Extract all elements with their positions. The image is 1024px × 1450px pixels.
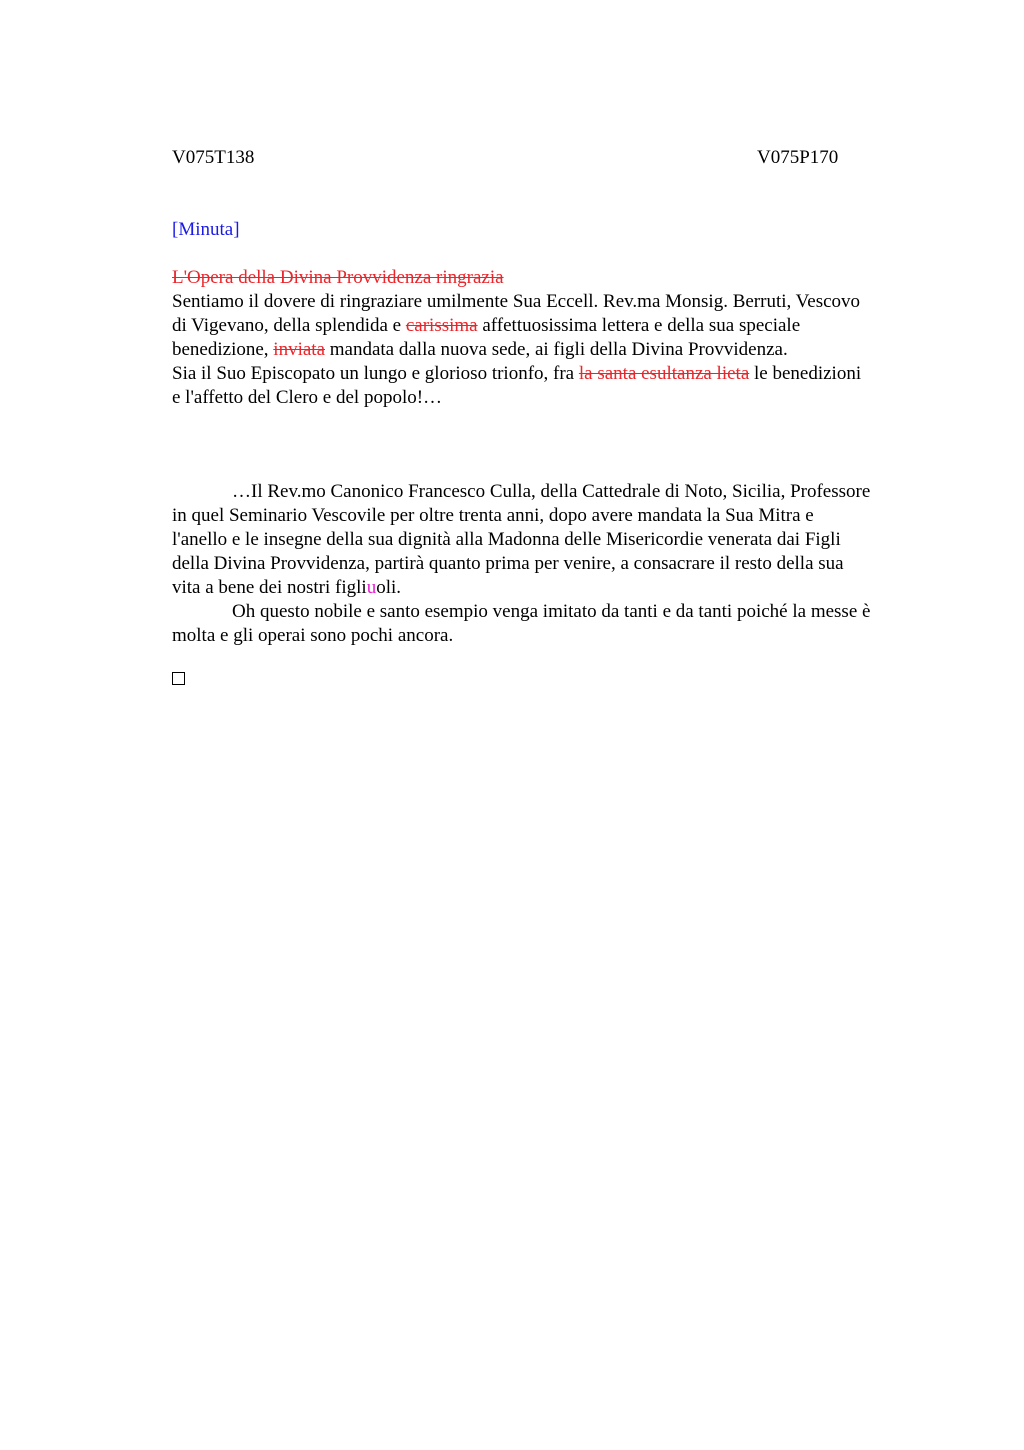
text-line: della Divina Provvidenza, partirà quanto prima per venire, a consacrare il resto della sua <box>172 553 844 574</box>
inserted-letter: u <box>366 577 377 598</box>
document-code-right: V075P170 <box>757 147 839 168</box>
text-line: in quel Seminario Vescovile per oltre trenta anni, dopo avere mandata la Sua Mitra e <box>172 505 814 526</box>
deleted-word: carissima <box>405 315 478 336</box>
minuta-label: [Minuta] <box>172 219 240 240</box>
text-line: l'anello e le insegne della sua dignità alla Madonna delle Misericordie venerata dai Figli <box>172 529 841 550</box>
text-line: di Vigevano, della splendida e carissima affettuosissima lettera e della sua speciale <box>172 315 801 336</box>
deleted-word: inviata <box>273 339 325 360</box>
text-line: Sia il Suo Episcopato un lungo e glorioso trionfo, fra la santa esultanza lieta le benedizioni <box>172 363 862 384</box>
deleted-heading: L'Opera della Divina Provvidenza ringrazia <box>172 267 504 288</box>
text-line: Sentiamo il dovere di ringraziare umilmente Sua Eccell. Rev.ma Monsig. Berruti, Vescovo <box>172 291 861 312</box>
checkbox-square-icon <box>172 672 185 685</box>
text-line: e l'affetto del Clero e del popolo!… <box>172 387 443 408</box>
deleted-phrase: la santa esultanza lieta <box>578 363 750 384</box>
text-line: vita a bene dei nostri figliuoli. <box>172 577 402 598</box>
text-line: …Il Rev.mo Canonico Francesco Culla, della Cattedrale di Noto, Sicilia, Professore <box>232 481 871 502</box>
document-code-left: V075T138 <box>172 147 255 168</box>
text-line: Oh questo nobile e santo esempio venga imitato da tanti e da tanti poiché la messe è <box>232 601 871 622</box>
paragraph-thanks <box>172 266 932 410</box>
paragraph-culla <box>172 480 932 648</box>
text-line: benedizione, inviata mandata dalla nuova sede, ai figli della Divina Provvidenza. <box>172 339 788 360</box>
text-line: molta e gli operai sono pochi ancora. <box>172 625 454 646</box>
